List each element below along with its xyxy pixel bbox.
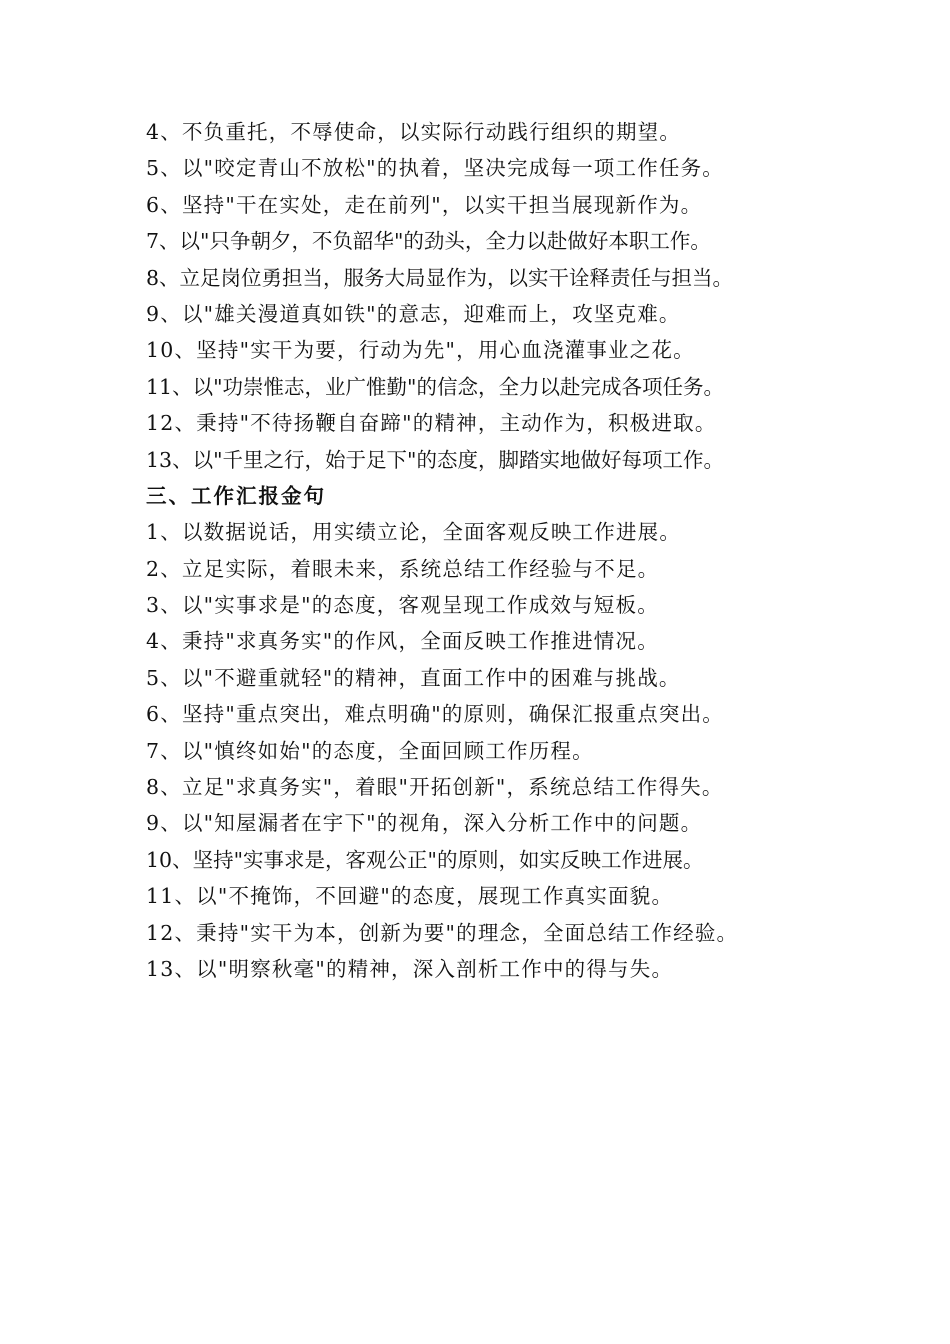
list-item: 13、以"明察秋毫"的精神，深入剖析工作中的得与失。 [146, 956, 674, 981]
list-item: 13、以"千里之行，始于足下"的态度，脚踏实地做好每项工作。 [146, 447, 724, 472]
list-item: 5、以"不避重就轻"的精神，直面工作中的困难与挑战。 [146, 665, 681, 690]
list-item: 8、立足"求真务实"，着眼"开拓创新"，系统总结工作得失。 [146, 775, 724, 800]
section-heading: 三、工作汇报金句 [146, 483, 326, 508]
list-item: 11、以"不掩饰，不回避"的态度，展现工作真实面貌。 [146, 884, 674, 909]
list-item: 7、以"慎终如始"的态度，全面回顾工作历程。 [146, 738, 594, 763]
list-item: 4、秉持"求真务实"的作风，全面反映工作推进情况。 [146, 629, 659, 654]
list-item: 4、不负重托，不辱使命，以实际行动践行组织的期望。 [146, 120, 682, 144]
list-item: 9、以"雄关漫道真如铁"的意志，迎难而上，攻坚克难。 [146, 301, 681, 326]
list-item: 1、以数据说话，用实绩立论，全面客观反映工作进展。 [146, 520, 682, 545]
list-item: 7、以"只争朝夕，不负韶华"的劲头，全力以赴做好本职工作。 [146, 229, 711, 254]
list-item: 12、秉持"实干为本，创新为要"的理念，全面总结工作经验。 [146, 920, 739, 945]
list-item: 8、立足岗位勇担当，服务大局显作为，以实干诠释责任与担当。 [146, 265, 734, 290]
list-item: 10、坚持"实干为要，行动为先"，用心血浇灌事业之花。 [146, 338, 695, 363]
list-item: 2、立足实际，着眼未来，系统总结工作经验与不足。 [146, 556, 660, 581]
list-item: 10、坚持"实事求是，客观公正"的原则，如实反映工作进展。 [146, 847, 704, 872]
list-item: 6、坚持"重点突出，难点明确"的原则，确保汇报重点突出。 [146, 702, 724, 727]
list-item: 3、以"实事求是"的态度，客观呈现工作成效与短板。 [146, 593, 659, 618]
list-item: 11、以"功崇惟志，业广惟勤"的信念，全力以赴完成各项任务。 [146, 374, 724, 399]
list-item: 5、以"咬定青山不放松"的执着，坚决完成每一项工作任务。 [146, 156, 724, 181]
list-item: 9、以"知屋漏者在宇下"的视角，深入分析工作中的问题。 [146, 811, 703, 836]
list-item: 6、坚持"干在实处，走在前列"，以实干担当展现新作为。 [146, 192, 703, 217]
document-body [146, 114, 846, 987]
list-item: 12、秉持"不待扬鞭自奋蹄"的精神，主动作为，积极进取。 [146, 411, 717, 436]
